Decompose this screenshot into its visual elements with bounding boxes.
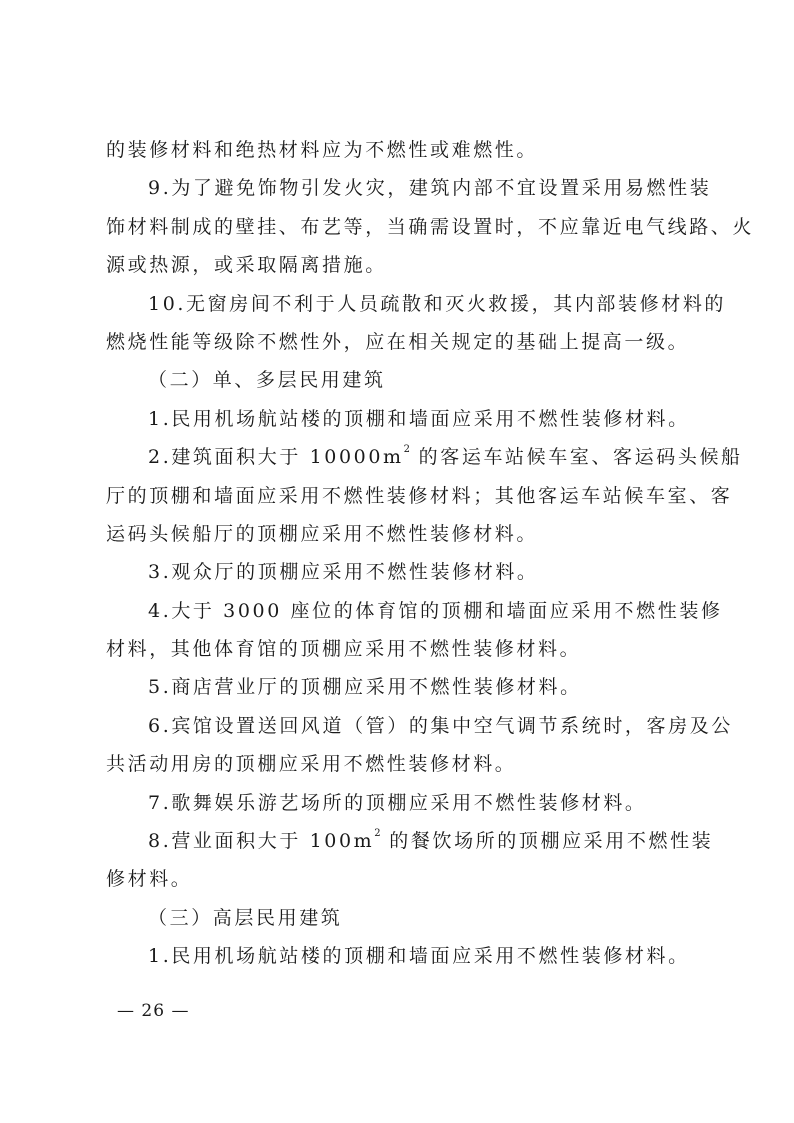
section-heading: （三）高层民用建筑 (148, 906, 343, 929)
superscript: 2 (403, 444, 411, 456)
text-line: 运码头候船厅的顶棚应采用不燃性装修材料。 (106, 522, 539, 545)
text-line: 的装修材料和绝热材料应为不燃性或难燃性。 (106, 139, 539, 161)
text-line: 1.民用机场航站楼的顶棚和墙面应采用不燃性装修材料。 (148, 945, 690, 968)
text-fragment: 8.营业面积大于 100m (148, 830, 375, 853)
text-line: 6.宾馆设置送回风道（管）的集中空气调节系统时，客房及公 (148, 714, 733, 737)
text-line: 源或热源，或采取隔离措施。 (106, 254, 387, 277)
section-heading: （二）单、多层民用建筑 (148, 369, 386, 392)
text-line: 材料，其他体育馆的顶棚应采用不燃性装修材料。 (106, 638, 582, 661)
text-fragment: 的客运车站候车室、客运码头候船 (410, 446, 743, 469)
text-line: 饰材料制成的壁挂、布艺等，当确需设置时，不应靠近电气线路、火 (106, 215, 755, 238)
text-line: 共活动用房的顶棚应采用不燃性装修材料。 (106, 753, 517, 776)
body-text (106, 131, 755, 976)
superscript: 2 (374, 828, 381, 840)
text-fragment: 的餐饮场所的顶棚应采用不燃性装 (380, 830, 714, 853)
text-line: 厅的顶棚和墙面应采用不燃性装修材料；其他客运车站候车室、客 (106, 484, 733, 507)
text-line: 4.大于 3000 座位的体育馆的顶棚和墙面应采用不燃性装修 (148, 599, 723, 622)
text-line (106, 822, 714, 860)
text-line: 3.观众厅的顶棚应采用不燃性装修材料。 (148, 561, 539, 584)
text-line: 7.歌舞娱乐游艺场所的顶棚应采用不燃性装修材料。 (148, 791, 647, 814)
text-line: 燃烧性能等级除不燃性外，应在相关规定的基础上提高一级。 (106, 330, 690, 353)
text-line: 修材料。 (106, 868, 193, 891)
text-fragment: 2.建筑面积大于 10000m (148, 446, 404, 469)
text-line: 9.为了避免饰物引发火灾，建筑内部不宜设置采用易燃性装 (148, 177, 712, 200)
page-number: — 26 — (117, 1001, 190, 1021)
text-line (106, 438, 743, 476)
text-line: 5.商店营业厅的顶棚应采用不燃性装修材料。 (148, 676, 582, 699)
text-line: 10.无窗房间不利于人员疏散和灭火救援，其内部装修材料的 (148, 292, 727, 315)
text-line: 1.民用机场航站楼的顶棚和墙面应采用不燃性装修材料。 (148, 407, 690, 430)
